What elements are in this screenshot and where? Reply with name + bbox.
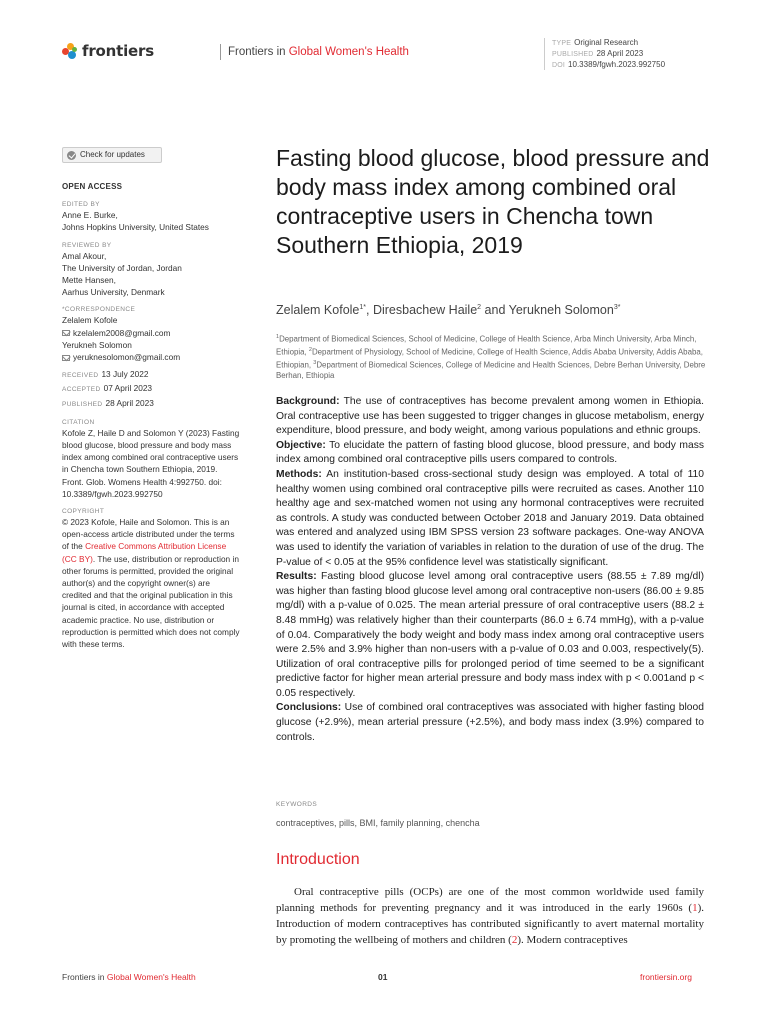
correspondence-label: *CORRESPONDENCE bbox=[62, 306, 136, 314]
reference-link[interactable]: 2 bbox=[511, 934, 518, 946]
article-meta: TYPE Original Research PUBLISHED 28 April 2023 DOI 10.3389/fgwh.2023.992750 bbox=[552, 38, 666, 69]
reviewer-affiliation: Aarhus University, Denmark bbox=[62, 287, 165, 298]
author-name[interactable]: Zelalem Kofole bbox=[276, 303, 360, 317]
check-icon bbox=[67, 151, 76, 160]
correspondent-name: Yerukneh Solomon bbox=[62, 339, 132, 350]
published-date: 28 April 2023 bbox=[596, 49, 644, 58]
correspondent-email[interactable]: yeruknesolomon@gmail.com bbox=[73, 352, 181, 363]
frontiers-logo[interactable] bbox=[62, 42, 154, 60]
abstract-results: Results: Fasting blood glucose level among oral contraceptive users (88.55 ± 7.89 mg/dl) was higher than fasting blood glucose level among oral contraceptive non-users (86.00 ± 9.85 mg/dl) with a p-value of 0.025. The mean arterial pressure of oral contraceptive users (88.2 ± 8.48 mmHg) was relatively higher than their counterparts (86.0 ± 6.74 mmHg), with a p-value of 0.04. Comparatively the body weight and body mass index among oral contraceptive users were 2.5% and 3.9% higher than non-users with a p-value of 0.03 and 0.003, respectively(5). Utilization of oral contraceptive pills for prolonged period of time seemed to be a significant predictive factor for higher mean arterial pressure and body mass index with p < 0.001and p < 0.05 respectively. bbox=[276, 571, 704, 699]
correspondent-email-row bbox=[62, 327, 240, 339]
reviewer-name: Mette Hansen, bbox=[62, 275, 116, 286]
copyright-label: COPYRIGHT bbox=[62, 508, 105, 516]
correspondent-email[interactable]: kzelalem2008@gmail.com bbox=[73, 327, 171, 338]
brand-name: frontiers bbox=[82, 42, 154, 60]
doi-link[interactable]: 10.3389/fgwh.2023.992750 bbox=[568, 60, 666, 69]
mail-icon bbox=[62, 330, 70, 336]
reviewed-by-label: REVIEWED BY bbox=[62, 241, 112, 249]
keywords: contraceptives, pills, BMI, family planning, chencha bbox=[276, 818, 480, 828]
introduction-heading: Introduction bbox=[276, 851, 360, 868]
article-type: Original Research bbox=[574, 38, 639, 47]
check-for-updates-button[interactable]: Check for updates bbox=[62, 147, 162, 163]
introduction-text: Oral contraceptive pills (OCPs) are one of the most common worldwide used family planning methods for preventing pregnancy and it was introduced in the early 1960s (1). Introduction of modern contraceptives has contributed significantly to avert maternal mortality by promoting the wellbeing of mothers and children (2). Modern contraceptives bbox=[276, 886, 704, 946]
abstract-objective: Objective: To elucidate the pattern of fasting blood glucose, blood pressure, and body mass index among combined oral contraceptive pills users compared to controls. bbox=[276, 439, 704, 466]
correspondent-name: Zelalem Kofole bbox=[62, 315, 118, 326]
published-row: PUBLISHED 28 April 2023 bbox=[62, 397, 154, 408]
header-divider bbox=[220, 44, 221, 60]
correspondent-email-row bbox=[62, 351, 240, 363]
keywords-label: KEYWORDS bbox=[276, 801, 318, 808]
open-access-label: OPEN ACCESS bbox=[62, 182, 123, 191]
footer-journal[interactable]: Frontiers in Global Women's Health bbox=[62, 972, 196, 982]
reference-link[interactable]: 1 bbox=[692, 902, 698, 914]
meta-divider bbox=[544, 38, 545, 70]
article-title: Fasting blood glucose, blood pressure and body mass index among combined oral contraceptive users in Chencha town Southern Ethiopia, 2019 bbox=[276, 145, 710, 258]
article-sidebar bbox=[62, 147, 240, 650]
edited-by-label: EDITED BY bbox=[62, 201, 100, 209]
page-header bbox=[62, 38, 722, 69]
author-list: Zelalem Kofole$^{1*}$, Diresbachew Haile$^2$ and Yerukneh Solomon$^{3*}$ bbox=[276, 303, 621, 317]
editor-affiliation: Johns Hopkins University, United States bbox=[62, 222, 209, 233]
journal-title[interactable]: Frontiers in Global Women's Health bbox=[228, 46, 409, 58]
abstract bbox=[276, 395, 704, 745]
editor-name: Anne E. Burke, bbox=[62, 210, 118, 221]
citation-text: Kofole Z, Haile D and Solomon Y (2023) Fasting blood glucose, blood pressure and body mass index among combined oral contraceptive users in Chencha town Southern Ethiopia, 2019. Front. Glob. Womens Health 4:992750. doi: 10.3389/fgwh.2023.992750 bbox=[62, 427, 240, 499]
received-row: RECEIVED 13 July 2022 bbox=[62, 369, 149, 380]
citation-label: CITATION bbox=[62, 418, 95, 426]
affiliations: $^1$Department of Biomedical Sciences, School of Medicine, College of Health Science, Arba Minch University, Arba Minch, Ethiopia, $^2$Department of Physiology, School of Medicine, College of Health Science, Addis Ababa University, Addis Ababa, Ethiopian, $^3$Department of Biomedical Sciences, College of Medicine and Health Sciences, Debre Berhan University, Debre Berhan, Ethiopia bbox=[276, 334, 706, 381]
accepted-row: ACCEPTED 07 April 2023 bbox=[62, 383, 153, 394]
author-name[interactable]: Yerukneh Solomon bbox=[508, 303, 614, 317]
frontiers-logo-icon bbox=[62, 43, 78, 59]
cc-by-license-link[interactable]: Creative Commons Attribution License (CC BY) bbox=[62, 541, 227, 564]
author-name[interactable]: Diresbachew Haile bbox=[372, 303, 478, 317]
copyright-text: © 2023 Kofole, Haile and Solomon. This is an open-access article distributed under the terms of the Creative Commons Attribution License (CC BY). The use, distribution or reproduction in other forums is permitted, provided the original author(s) and the copyright owner(s) are credited and that the original publication in this journal is cited, in accordance with accepted academic practice. No use, distribution or reproduction is permitted which does not comply with these terms. bbox=[62, 517, 240, 650]
mail-icon bbox=[62, 355, 70, 361]
reviewer-affiliation: The University of Jordan, Jordan bbox=[62, 262, 182, 273]
abstract-conclusions: Conclusions: Use of combined oral contraceptives was associated with higher fasting blood glucose (+2.9%), mean arterial pressure (+2.5%), and body mass index (3.9%) compared to controls. bbox=[276, 702, 704, 743]
page-number: 01 bbox=[378, 972, 388, 982]
abstract-methods: Methods: An institution-based cross-sectional study design was employed. A total of 110 healthy women using combined oral contraceptive pills were recruited as cases. Another 110 healthy age and sex-matched women not using any hormonal contraceptives were recruited as controls. A study was conducted between October 2018 and January 2019. Data obtained was entered and analyzed using IBM SPSS version 23 software packages. One-way ANOVA was used to identify the variation of variables in relation to the duration of use of the drug. The P-value of < 0.05 at the 95% confidence level was statistically significant. bbox=[276, 468, 704, 568]
footer-site-link[interactable]: frontiersin.org bbox=[640, 972, 692, 982]
abstract-background: Background: The use of contraceptives has become prevalent among women in Ethiopia. Oral contraceptive use has been suggested to trigger changes in glucose metabolism, energy expenditure, blood pressure, and body weight, among various populations and ethnic groups. bbox=[276, 396, 704, 437]
reviewer-name: Amal Akour, bbox=[62, 250, 107, 261]
